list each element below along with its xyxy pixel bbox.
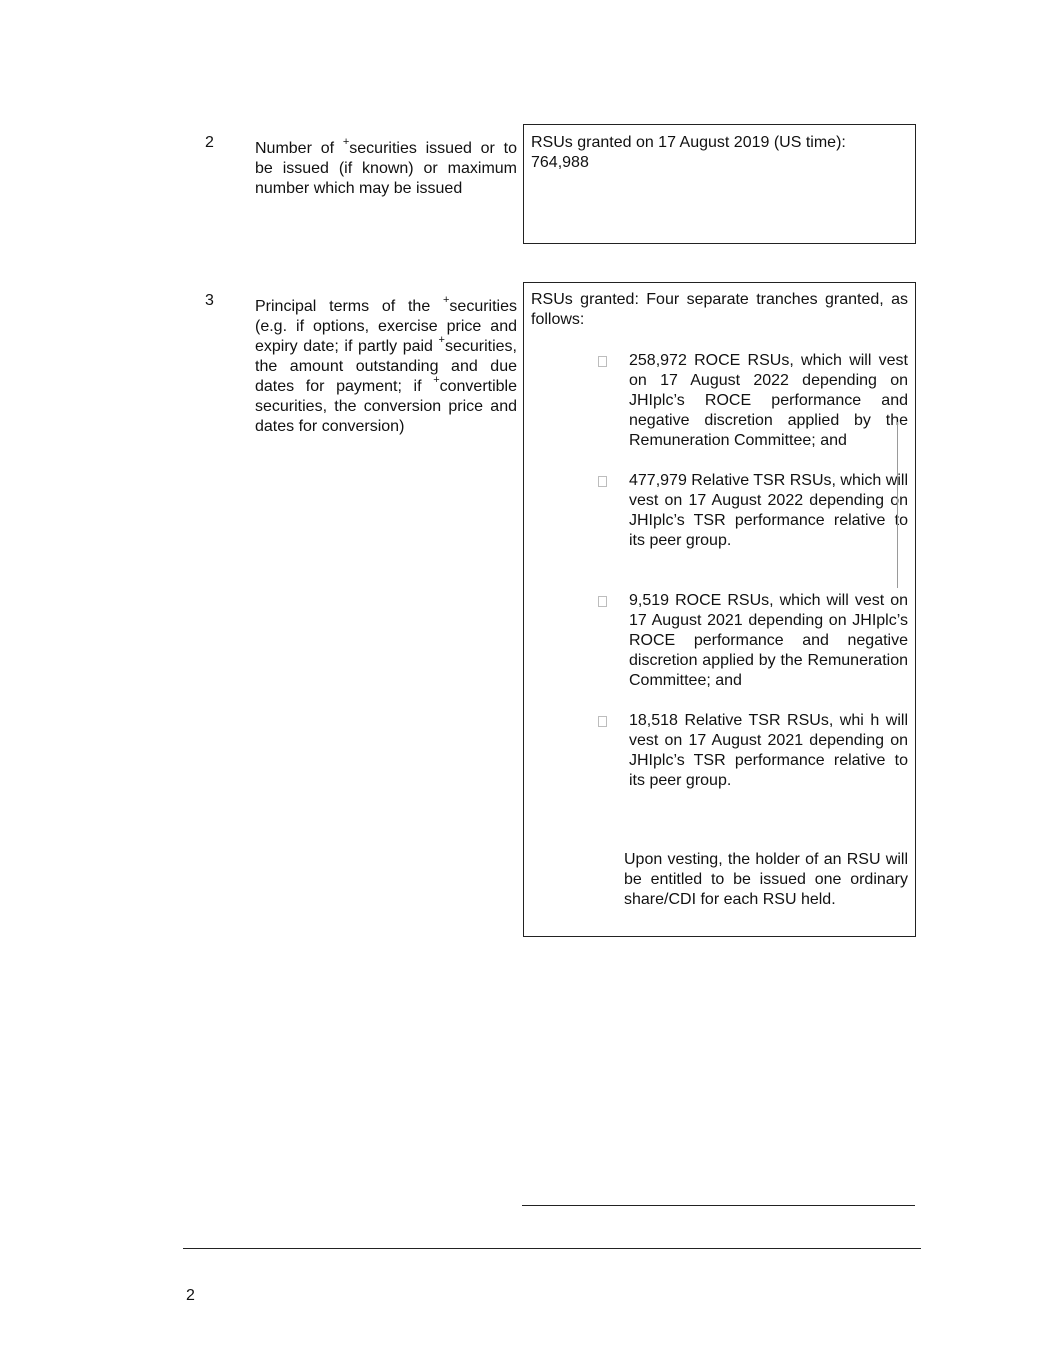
footer-rule: [183, 1248, 921, 1249]
plus-superscript: +: [438, 333, 445, 346]
item-2-number: 2: [205, 134, 214, 151]
item-3-label-text-d: convertible securities, the conversion price and dates for conversion): [255, 378, 517, 435]
page-number: 2: [186, 1287, 195, 1304]
item-2-label: [255, 135, 518, 199]
item-3-label-text-c: securities, the amount outstanding and due dates for payment; if: [255, 338, 517, 395]
item-3-number: 3: [205, 292, 214, 309]
plus-superscript: +: [342, 135, 350, 148]
plus-superscript: +: [442, 293, 450, 306]
item-2-answer-line-1: RSUs granted on 17 August 2019 (US time):: [531, 134, 846, 151]
item-3-closing: Upon vesting, the holder of an RSU will be entitled to be issued one ordinary share/CDI for each RSU held.: [624, 851, 908, 908]
bullet-icon: [598, 476, 607, 487]
signature-rule: [522, 1205, 915, 1206]
bullet-icon: [598, 716, 607, 727]
bullet-item-4: 18,518 Relative TSR RSUs, whi h will vest on 17 August 2021 depending on JHIplc’s TSR performance relative to its peer group.: [629, 712, 908, 789]
plus-superscript: +: [433, 373, 440, 386]
item-2-label-text-a: Number of: [255, 140, 343, 157]
item-3-label: [255, 293, 517, 437]
item-2-label-text-b: securities issued or to be issued (if known) or maximum number which may be issued: [255, 140, 518, 197]
item-3-label-text-b: securities (e.g. if options, exercise price and expiry date; if partly paid: [255, 298, 517, 355]
bullet-item-3: 9,519 ROCE RSUs, which will vest on 17 August 2021 depending on JHIplc’s ROCE performance and negative discretion applied by the Remuneration Committee; and: [629, 592, 908, 689]
bullet-item-1: 258,972 ROCE RSUs, which will vest on 17 August 2022 depending on JHIplc’s ROCE performance and negative discretion applied by the Remuneration Committee; and: [629, 352, 908, 449]
bullet-item-2: 477,979 Relative TSR RSUs, which will vest on 17 August 2022 depending on JHIplc’s TSR performance relative to its peer group.: [629, 472, 908, 549]
item-3-intro: RSUs granted: Four separate tranches granted, as follows:: [531, 291, 908, 328]
item-2-answer: [531, 133, 909, 173]
item-3-label-text-a: Principal terms of the: [255, 298, 443, 315]
item-2-answer-line-2: 764,988: [531, 154, 589, 171]
margin-artifact-line: [897, 422, 898, 588]
bullet-icon: [598, 596, 607, 607]
bullet-icon: [598, 356, 607, 367]
